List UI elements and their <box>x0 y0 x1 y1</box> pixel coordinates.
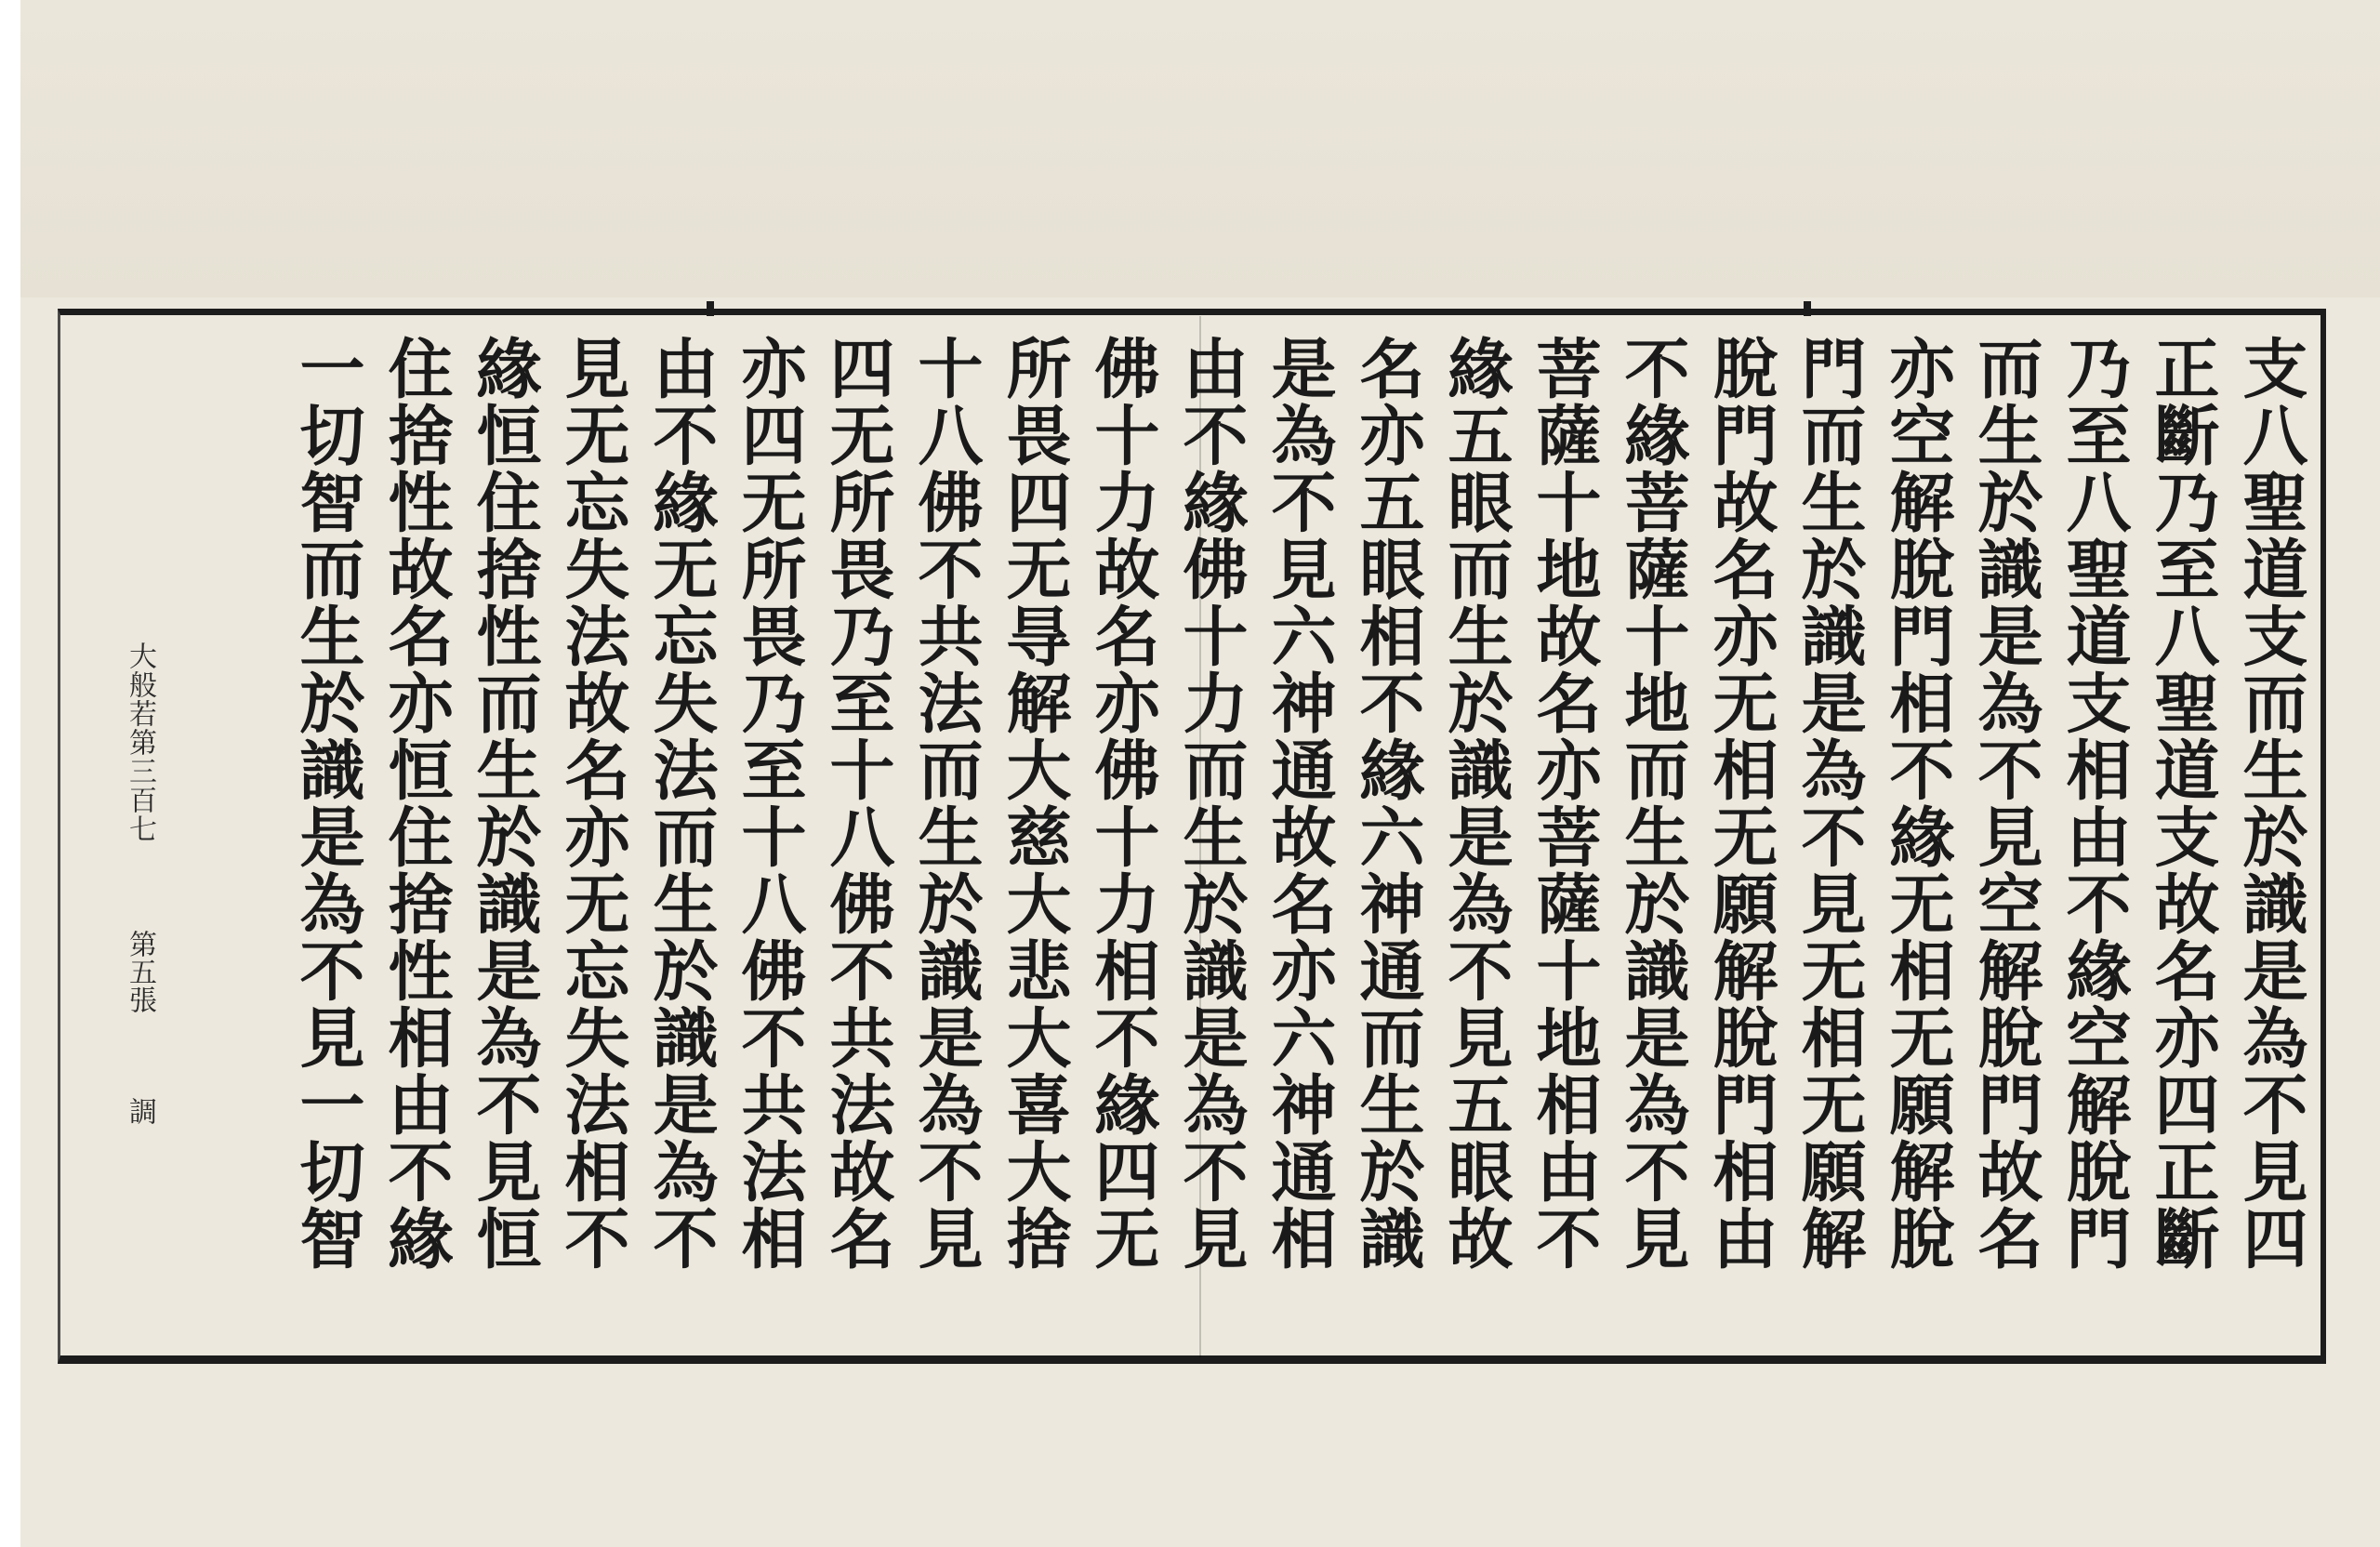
text-column-13: 由不緣佛十力而生於識是為不見 <box>1172 335 1250 1272</box>
text-column-7: 脫門故名亦无相无願解脫門相由 <box>1702 335 1779 1272</box>
text-column-15: 所畏四无㝵解大慈大悲大喜大捨 <box>996 335 1073 1272</box>
text-column-17: 四无所畏乃至十八佛不共法故名 <box>819 335 896 1272</box>
text-column-23: 一切智而生於識是為不見一切智 <box>289 335 366 1272</box>
frame-tick-mark <box>1804 301 1811 316</box>
margin-title: 大般若第三百七 <box>124 641 156 843</box>
text-column-8: 不緣菩薩十地而生於識是為不見 <box>1614 335 1691 1272</box>
frame-tick-mark <box>707 301 714 316</box>
text-column-10: 緣五眼而生於識是為不見五眼故 <box>1437 335 1514 1272</box>
text-column-21: 緣恒住捨性而生於識是為不見恒 <box>466 335 543 1272</box>
text-column-14: 佛十力故名亦佛十力相不緣四无 <box>1084 335 1161 1272</box>
text-column-2: 正斷乃至八聖道支故名亦四正斷 <box>2144 335 2221 1272</box>
text-column-16: 十八佛不共法而生於識是為不見 <box>907 335 985 1272</box>
text-column-3: 乃至八聖道支相由不緣空解脫門 <box>2056 335 2133 1272</box>
text-column-12: 是為不見六神通故名亦六神通相 <box>1261 335 1338 1272</box>
text-column-6: 門而生於識是為不見无相无願解 <box>1791 335 1868 1272</box>
text-column-19: 由不緣无忘失法而生於識是為不 <box>642 335 720 1272</box>
text-column-5: 亦空解脫門相不緣无相无願解脫 <box>1879 335 1956 1272</box>
text-column-11: 名亦五眼相不緣六神通而生於識 <box>1349 335 1426 1272</box>
text-column-1: 支八聖道支而生於識是為不見四 <box>2232 335 2309 1272</box>
text-column-9: 菩薩十地故名亦菩薩十地相由不 <box>1526 335 1603 1272</box>
margin-sheet-number: 第五張 <box>124 930 156 1013</box>
text-column-22: 住捨性故名亦恒住捨性相由不緣 <box>377 335 455 1272</box>
margin-carver-mark: 調 <box>124 1097 156 1125</box>
text-column-4: 而生於識是為不見空解脫門故名 <box>1967 335 2044 1272</box>
upper-blank-area <box>20 0 2380 298</box>
text-columns <box>139 335 2315 1357</box>
text-column-18: 亦四无所畏乃至十八佛不共法相 <box>731 335 808 1272</box>
text-column-20: 見无忘失法故名亦无忘失法相不 <box>554 335 631 1272</box>
